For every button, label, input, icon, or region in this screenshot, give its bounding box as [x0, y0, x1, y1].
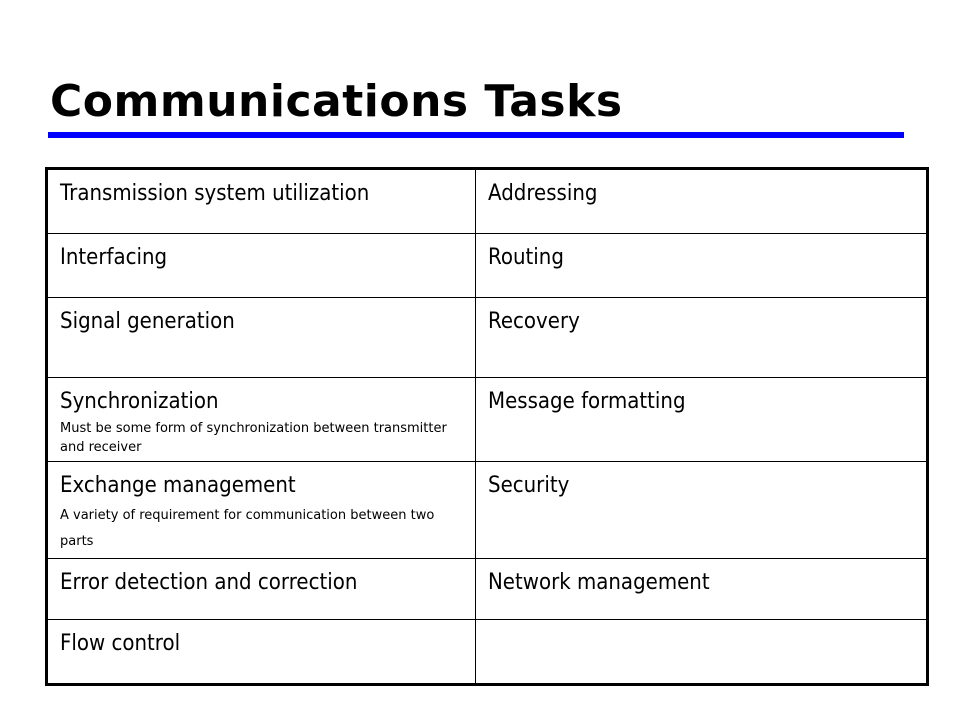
- table-cell: [47, 559, 476, 620]
- task-label: Error detection and correction: [60, 570, 358, 595]
- task-label: Exchange management: [60, 473, 296, 498]
- table-cell: [476, 462, 928, 559]
- table-row: [47, 462, 928, 559]
- slide-title: Communications Tasks: [50, 76, 623, 127]
- table-cell: [47, 462, 476, 559]
- task-label: Message formatting: [488, 389, 686, 414]
- task-label: Recovery: [488, 309, 580, 334]
- table-row: [47, 169, 928, 234]
- table-row: [47, 378, 928, 462]
- table-cell: [47, 169, 476, 234]
- table-cell: [476, 559, 928, 620]
- task-label: Routing: [488, 245, 564, 270]
- table-cell: [47, 620, 476, 685]
- table-row: [47, 559, 928, 620]
- table-cell: [476, 378, 928, 462]
- table-cell: [476, 298, 928, 378]
- table-cell: [476, 234, 928, 298]
- task-label: Transmission system utilization: [60, 181, 370, 206]
- tasks-table: [45, 167, 929, 686]
- table-cell: [47, 298, 476, 378]
- table-cell: [47, 378, 476, 462]
- table-cell: [47, 234, 476, 298]
- table-cell: [476, 169, 928, 234]
- table-cell-empty: [476, 620, 928, 685]
- task-label: Interfacing: [60, 245, 168, 270]
- title-underline: [48, 132, 904, 138]
- task-note: A variety of requirement for communication between two parts: [60, 508, 435, 549]
- task-label: Network management: [488, 570, 710, 595]
- task-label: Signal generation: [60, 309, 235, 334]
- task-label: Security: [488, 473, 570, 498]
- task-label: Flow control: [60, 631, 181, 656]
- task-note: Must be some form of synchronization between transmitter and receiver: [60, 421, 447, 455]
- task-label: Synchronization: [60, 389, 219, 414]
- table-row: [47, 234, 928, 298]
- table-row: [47, 298, 928, 378]
- task-label: Addressing: [488, 181, 598, 206]
- table-row: [47, 620, 928, 685]
